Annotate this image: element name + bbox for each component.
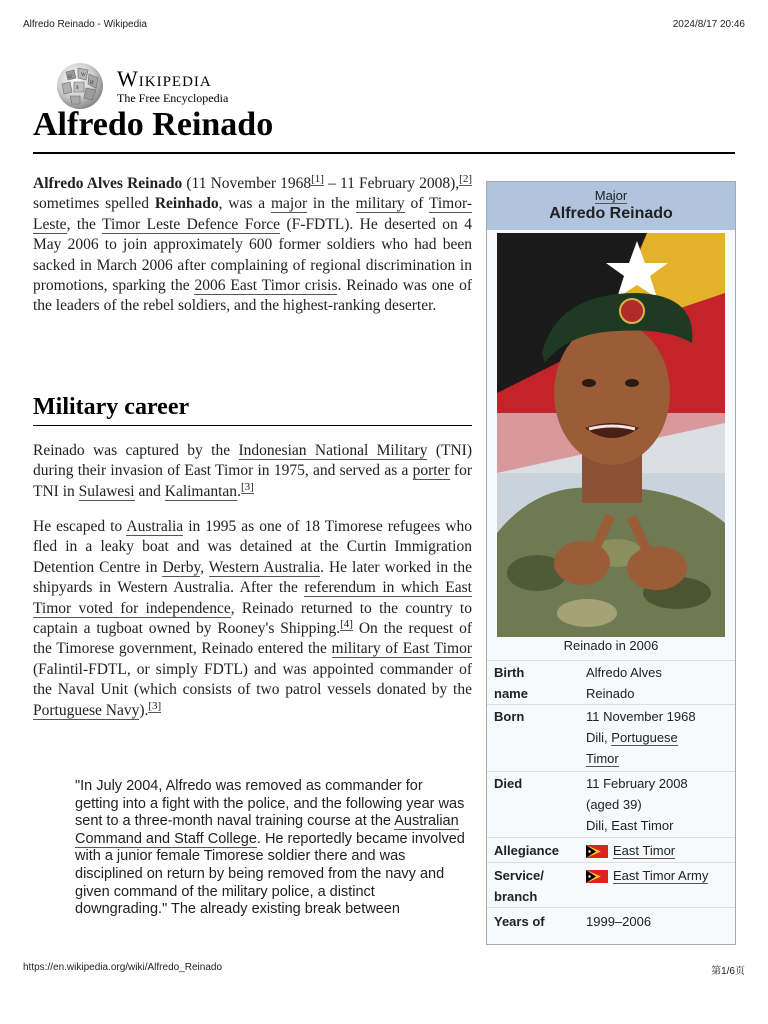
wikipedia-tagline: The Free Encyclopedia (117, 91, 229, 105)
text: (TNI) during their invasion of East Timor in 1975, and served as a (33, 442, 473, 480)
value-line: (aged 39) (586, 797, 642, 812)
link-portuguese-timor[interactable]: Portuguese (611, 730, 678, 745)
svg-text:И: И (90, 81, 94, 86)
link-sulawesi[interactable]: Sulawesi (78, 482, 135, 500)
text: in 1995 as one of 18 Timorese refugees who fled in a leaky boat and was detained at the Curtin Immigration Detention Centre in (33, 518, 472, 576)
print-header (23, 19, 745, 33)
text: On the request of the Timorese government, Reinado entered the (33, 620, 472, 658)
text: (11 November 1968 (186, 175, 312, 192)
text: , the (66, 215, 103, 233)
text: sometimes spelled (33, 195, 155, 213)
citation-link[interactable]: [2] (459, 172, 472, 185)
title-divider (33, 152, 735, 154)
infobox-row-years (487, 907, 735, 945)
section-divider (33, 425, 472, 426)
value-line: Reinado (586, 686, 635, 701)
value-line: Dili, East Timor (586, 818, 674, 833)
wikipedia-logo[interactable] (54, 62, 254, 110)
infobox-value (586, 662, 662, 704)
paragraph-captured (33, 441, 472, 502)
infobox-label (494, 662, 528, 704)
citation-link[interactable]: [3] (240, 480, 254, 493)
text: in the (307, 195, 356, 213)
text: He escaped to (33, 518, 127, 535)
label-line: name (494, 686, 528, 701)
value-line (586, 727, 696, 748)
link-allegiance[interactable]: East Timor (613, 843, 676, 858)
citation-link[interactable]: [3] (148, 699, 162, 712)
text: . He later worked in the shipyards in Western Australia. After the (33, 558, 472, 597)
section-heading-military-career: Military career (33, 394, 190, 420)
subject-name: Alfredo Alves Reinado (33, 175, 183, 192)
link-major[interactable]: major (270, 195, 308, 213)
link-east-timor-army[interactable]: East Timor Army (613, 868, 709, 883)
text: and (134, 482, 165, 500)
text: . (237, 482, 241, 500)
wikipedia-wordmark (117, 66, 212, 92)
infobox-rank (487, 182, 735, 203)
infobox-row-allegiance (487, 837, 735, 863)
text: . Reinado was one of the leaders of the rebel soldiers, and the highest-ranking deserter. (33, 277, 472, 315)
infobox-name: Alfredo Reinado (549, 205, 673, 222)
value-line: Alfredo Alves (586, 665, 662, 680)
east-timor-flag-icon (586, 845, 608, 858)
photo-caption: Reinado in 2006 (563, 638, 659, 653)
link-western-australia[interactable]: Western Australia (208, 558, 321, 576)
link-rank-major[interactable]: Major (594, 188, 628, 203)
infobox-value (586, 840, 675, 861)
text: of (404, 195, 429, 213)
infobox-row-born (487, 704, 735, 772)
print-header-title: Alfredo Reinado - Wikipedia (23, 19, 147, 30)
print-footer-url: https://en.wikipedia.org/wiki/Alfredo_Reinado (23, 962, 222, 973)
text: , (200, 558, 209, 576)
east-timor-flag-icon (586, 870, 608, 883)
block-quote (75, 778, 467, 919)
citation-link[interactable]: [4] (340, 617, 353, 630)
svg-text:W: W (81, 73, 86, 78)
link-indonesian-military[interactable]: Indonesian National Military (238, 442, 428, 459)
link-australia[interactable]: Australia (126, 518, 184, 535)
wikipedia-globe-icon (54, 62, 106, 110)
link-timor[interactable]: Timor (586, 751, 619, 766)
link-portuguese-navy[interactable]: Portuguese Navy (33, 701, 140, 719)
infobox-value (586, 773, 688, 836)
label-line: Service/ (494, 868, 544, 883)
value-line: 11 November 1968 (586, 709, 696, 724)
infobox-label: Allegiance (494, 843, 560, 858)
link-kalimantan[interactable]: Kalimantan (164, 482, 238, 500)
text: for TNI in (33, 462, 472, 500)
value-line: 11 February 2008 (586, 776, 688, 791)
link-porter[interactable]: porter (412, 462, 450, 480)
text: . He reportedly became involved with a junior female Timorese soldier there and was disciplined on return by being removed from the navy and given command of the military police, a distinct downgrading." The already existing break between (75, 830, 465, 918)
wordmark-text: Wikipedia (117, 66, 212, 91)
text: Dili, (586, 730, 612, 745)
link-timor-leste[interactable]: Timor-Leste (33, 195, 472, 233)
text: "In July 2004, Alfredo was removed as commander for getting into a fight with the police, and the following year was sent to a three-month naval training course at the (75, 778, 465, 830)
portrait-photo[interactable] (497, 233, 725, 637)
infobox-value (586, 865, 708, 886)
print-footer-page: 第1/6页 (711, 966, 745, 977)
link-staff-college[interactable]: Australian Command and Staff College (75, 813, 459, 847)
alt-spelling: Reinhado (154, 195, 219, 213)
infobox-label: Years of (494, 914, 545, 929)
text: Reinado was captured by the (33, 442, 239, 459)
text: , Reinado returned to the country to captain a tugboat owned by Rooney's Shipping. (33, 599, 472, 638)
infobox-label: Died (494, 776, 523, 791)
infobox-value: 1999–2006 (586, 914, 652, 929)
label-line: Birth (494, 665, 525, 680)
link-2006-crisis[interactable]: 2006 East Timor crisis (194, 277, 338, 295)
text: – 11 February 2008), (323, 175, 460, 192)
label-line: branch (494, 889, 538, 904)
link-derby[interactable]: Derby (162, 558, 201, 576)
citation-link[interactable]: [1] (311, 172, 324, 185)
link-military[interactable]: military (355, 195, 405, 213)
text: (F-FDTL). He deserted on 4 May 2006 to join approximately 600 former soldiers who had been sacked in March 2006 after complaining of regional discrimination in promotions, sparking the (33, 215, 472, 295)
value-line (586, 748, 696, 769)
infobox-row-died (487, 771, 735, 838)
text: , was a (218, 195, 271, 213)
paragraph-escaped (33, 517, 472, 721)
page-title: Alfredo Reinado (33, 106, 274, 143)
text: (Falintil-FDTL, or simply FDTL) and was appointed commander of the Naval Unit (which consists of two patrol vessels donated by the (33, 660, 472, 699)
link-military-east-timor[interactable]: military of East Timor (331, 640, 472, 658)
infobox-header (487, 182, 735, 230)
infobox-label: Born (494, 709, 525, 724)
link-referendum[interactable]: referendum in which East Timor voted for independence (33, 579, 472, 617)
link-defence-force[interactable]: Timor Leste Defence Force (102, 215, 281, 233)
infobox (486, 181, 736, 945)
infobox-value (586, 706, 696, 769)
print-header-datetime: 2024/8/17 20:46 (672, 19, 745, 30)
portrait-image (497, 233, 725, 637)
text: ). (139, 701, 149, 719)
infobox-label (494, 865, 544, 907)
svg-text:Ω: Ω (68, 75, 72, 80)
intro-paragraph (33, 174, 472, 317)
infobox-row-birth-name (487, 660, 735, 705)
infobox-row-service (487, 862, 735, 908)
print-footer (23, 962, 745, 976)
svg-text:$: $ (76, 86, 79, 91)
